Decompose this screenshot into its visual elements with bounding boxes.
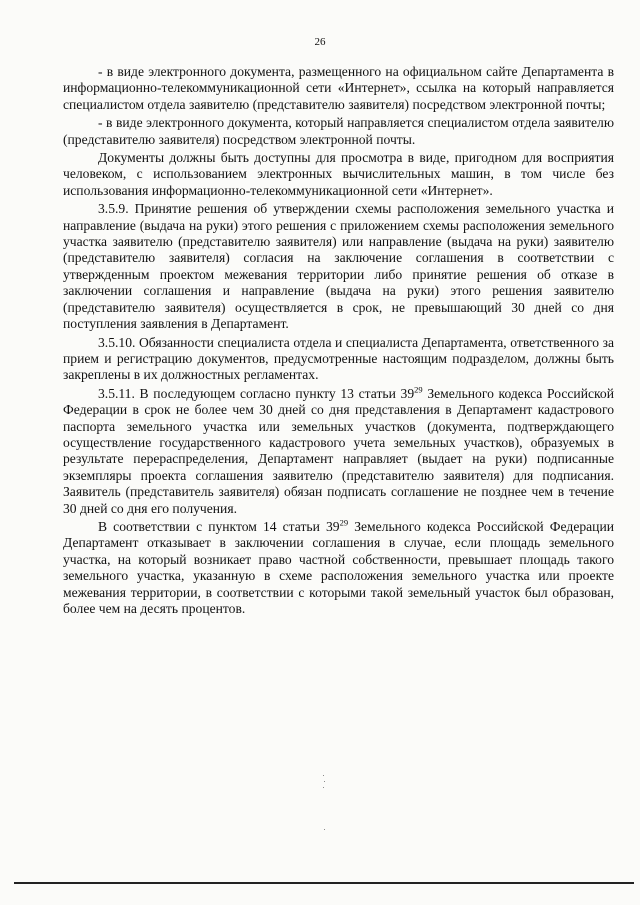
paragraph-article-14-rest: Земельного кодекса Российской Федерации Департамент отказывает в заключении соглашения в случае, если площадь земельного участка, на который возникает право частной собственности, превышает площадь такого земельного участка, указанную в схеме расположения земельного участка или проекте межевания территории, в соответствии с которыми такой земельный участок был образован, более чем на десять процентов.: [63, 518, 615, 616]
article-superscript: 29: [339, 517, 349, 528]
scan-speck: [324, 829, 325, 830]
paragraph-documents-availability: Документы должны быть доступны для просмотра в виде, пригодном для восприятия человеком, с использованием электронных вычислительных машин, в том числе без использования информационно-телекоммуникационной сети «Интернет».: [63, 150, 614, 198]
page-number: 26: [314, 36, 326, 48]
document-body: [63, 64, 614, 619]
scan-speck: [323, 787, 324, 788]
paragraph-3-5-11-start: 3.5.11. В последующем согласно пункту 13 статьи 39: [98, 385, 415, 401]
scan-speck: [323, 775, 324, 776]
scan-speck: [324, 781, 325, 782]
paragraph-article-14: [63, 519, 614, 617]
paragraph-3-5-9: 3.5.9. Принятие решения об утверждении схемы расположения земельного участка и направление (выдача на руки) этого решения с приложением схемы расположения земельного участка заявителю (представителю заявителя) или направление (выдача на руки) заявителю (представителю заявителя) согласия на заключение соглашения в соответствии с утвержденным проектом межевания территории либо принятие решения об отказе в заключении соглашения и направление (выдача на руки) этого решения заявителю (представителю заявителя) осуществляется в срок, не превышающий 30 дней со дня поступления заявления в Департамент.: [63, 201, 614, 332]
scan-bottom-rule: [14, 882, 634, 884]
paragraph-3-5-10: 3.5.10. Обязанности специалиста отдела и специалиста Департамента, ответственного за прием и регистрацию документов, предусмотренные настоящим подразделом, должны быть закреплены в их должностных регламентах.: [63, 334, 614, 383]
paragraph-3-5-11: [63, 386, 614, 517]
article-superscript: 29: [414, 384, 423, 395]
paragraph-3-5-11-rest: Земельного кодекса Российской Федерации в срок не более чем 30 дней со дня представления в Департамент кадастрового паспорта земельного участка или земельных участков (документа, подтверждающего осуществление государственного кадастрового учета земельных участков), образуемых в результате перераспределения, Департамент направляет (выдает на руки) подписанные экземпляры проекта соглашения заявителю (представителю заявителя) для подписания. Заявитель (представитель заявителя) обязан подписать соглашение не позднее чем в течение 30 дней со дня его получения.: [63, 385, 614, 516]
paragraph-electronic-document-email: - в виде электронного документа, который направляется специалистом отдела заявителю (представителю заявителя) посредством электронной почты.: [63, 115, 614, 147]
paragraph-article-14-start: В соответствии с пунктом 14 статьи 39: [98, 518, 340, 534]
paragraph-electronic-document-link: - в виде электронного документа, размещенного на официальном сайте Департамента в информационно-телекоммуникационной сети «Интернет», ссылка на который направляется специалистом отдела заявителю (представителю заявителя) посредством электронной почты;: [63, 64, 614, 112]
